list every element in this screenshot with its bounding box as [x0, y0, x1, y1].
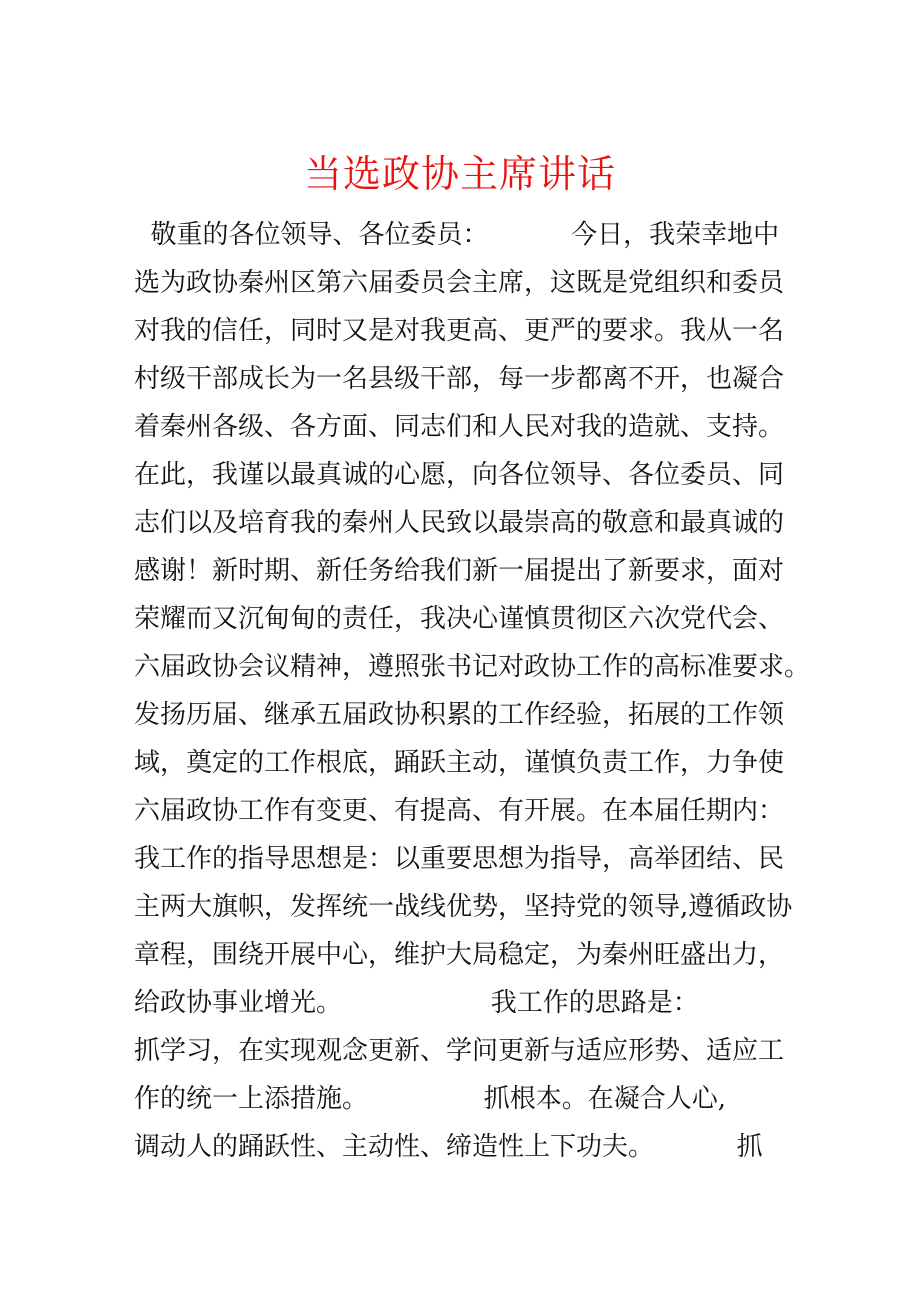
body-line: 着秦州各级、各方面、同志们和人民对我的造就、支持。	[134, 412, 785, 442]
body-line: 志们以及培育我的秦州人民致以最崇高的敬意和最真诚的	[134, 508, 785, 538]
body-line: 感谢！新时期、新任务给我们新一届提出了新要求，面对	[134, 556, 785, 586]
document-title: 当选政协主席讲话	[303, 152, 616, 196]
body-line: 章程，围绕开展中心，维护大局稳定，为秦州旺盛出力，	[134, 940, 785, 970]
body-line: 抓学习，在实现观念更新、学问更新与适应形势、适应工	[134, 1036, 785, 1066]
body-line: 六届政协工作有变更、有提高、有开展。在本届任期内：	[134, 796, 785, 826]
body-line: 调动人的踊跃性、主动性、缔造性上下功夫。 抓	[134, 1132, 763, 1162]
body-line: 主两大旗帜，发挥统一战线优势，坚持党的领导,遵循政协	[134, 892, 793, 922]
body-line: 村级干部成长为一名县级干部，每一步都离不开，也凝合	[134, 364, 785, 394]
body-line: 我工作的指导思想是：以重要思想为指导，高举团结、民	[134, 844, 785, 874]
body-line: 荣耀而又沉甸甸的责任，我决心谨慎贯彻区六次党代会、	[134, 604, 785, 634]
body-line: 域，奠定的工作根底，踊跃主动，谨慎负责工作，力争使	[134, 748, 785, 778]
body-line: 发扬历届、继承五届政协积累的工作经验，拓展的工作领	[134, 700, 785, 730]
body-line: 对我的信任，同时又是对我更高、更严的要求。我从一名	[134, 316, 785, 346]
body-line: 给政协事业增光。 我工作的思路是：	[134, 988, 699, 1018]
body-line: 六届政协会议精神，遵照张书记对政协工作的高标准要求。	[134, 652, 811, 682]
body-line: 作的统一上添措施。 抓根本。在凝合人心,	[134, 1084, 726, 1114]
body-line: 在此，我谨以最真诚的心愿，向各位领导、各位委员、同	[134, 460, 785, 490]
body-line: 选为政协秦州区第六届委员会主席，这既是党组织和委员	[134, 268, 785, 298]
body-line: 敬重的各位领导、各位委员： 今日，我荣幸地中	[134, 220, 780, 250]
